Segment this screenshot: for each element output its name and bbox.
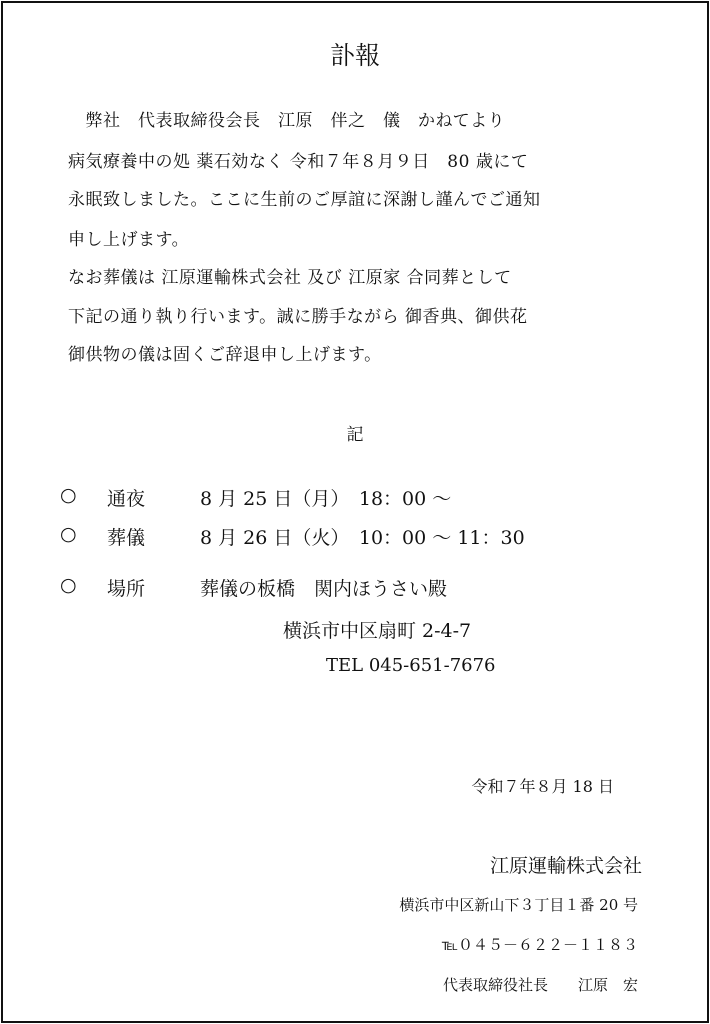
bullet-circle: ○ [60, 574, 77, 596]
body-line: なお葬儀は 江原運輸株式会社 及び 江原家 合同葬として [68, 268, 512, 288]
wake-datetime: 8 月 25 日（月） 18：00 ～ [200, 488, 452, 510]
bullet-circle: ○ [60, 484, 77, 506]
body-line: 病気療養中の処 薬石効なく 令和７年８月９日 80 歳にて [68, 152, 529, 172]
ki-heading: 記 [346, 425, 364, 445]
venue-label: 場所 [107, 578, 146, 600]
body-line: 申し上げます。 [68, 230, 190, 250]
document-title: 訃報 [329, 41, 380, 70]
sender-address: 横浜市中区新山下３丁目１番 20 号 [399, 896, 638, 914]
venue-address: 横浜市中区扇町 2-4-7 [283, 620, 472, 642]
notice-date: 令和７年８月 18 日 [471, 777, 614, 796]
wake-label: 通夜 [107, 488, 146, 510]
sender-company: 江原運輸株式会社 [489, 855, 642, 877]
sender-tel: ℡０４５－６２２－１１８３ [441, 936, 638, 954]
sender-representative: 代表取締役社長 江原 宏 [442, 976, 638, 994]
funeral-datetime: 8 月 26 日（火） 10：00 ～ 11：30 [200, 527, 525, 549]
venue-tel: TEL 045-651-7676 [326, 655, 496, 676]
body-line: 永眠致しました。ここに生前のご厚誼に深謝し謹んでご通知 [68, 190, 541, 210]
venue-name: 葬儀の板橋 関内ほうさい殿 [200, 578, 448, 600]
funeral-label: 葬儀 [107, 527, 146, 549]
body-line: 弊社 代表取締役会長 江原 伴之 儀 かねてより [68, 111, 506, 131]
body-line: 御供物の儀は固くご辞退申し上げます。 [68, 345, 382, 365]
bullet-circle: ○ [60, 523, 77, 545]
body-line: 下記の通り執り行います。誠に勝手ながら 御香典、御供花 [68, 307, 528, 327]
